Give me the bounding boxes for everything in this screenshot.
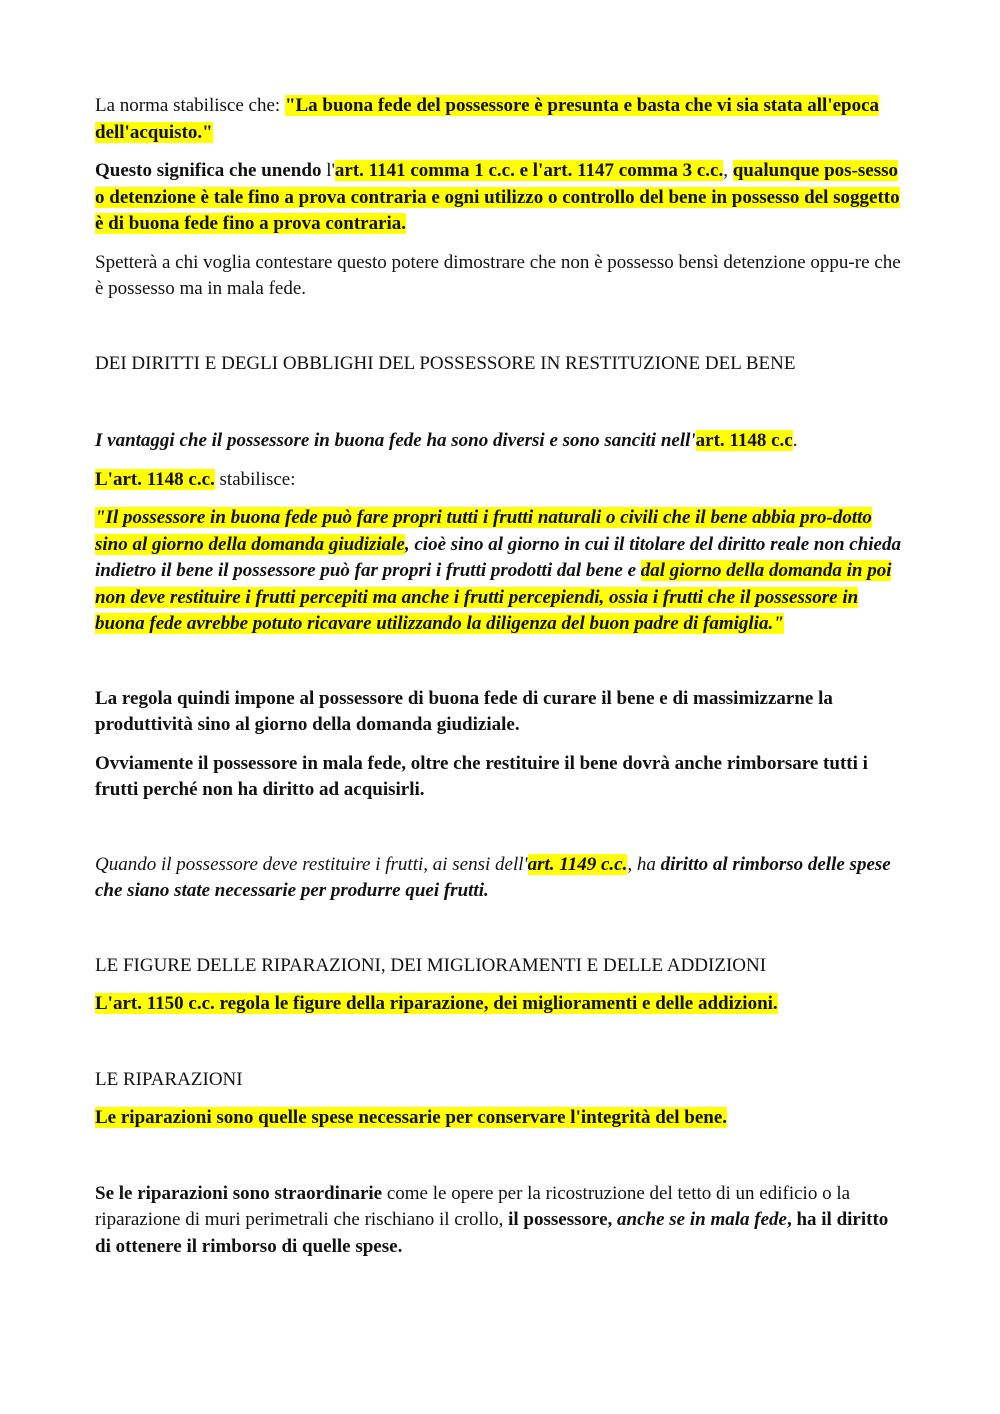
paragraph-extraordinary-repairs: [95, 1181, 905, 1261]
paragraph-art-1148-quote: [95, 505, 905, 638]
bold-text: , ha il diritto di ottenere il rimborso di quelle spese.: [95, 1209, 889, 1257]
paragraph-art-1150: [95, 991, 905, 1018]
paragraph-text: come le opere per la ricostruzione del tetto di un edificio o la riparazione di muri perimetrali che rischiano il crollo,: [95, 1182, 851, 1230]
highlighted-article-ref: art. 1149 c.c.: [527, 853, 628, 875]
highlighted-text: Le riparazioni sono quelle spese necessarie per conservare l'integrità del bene.: [95, 1107, 728, 1128]
paragraph-rule: [95, 686, 905, 739]
italic-text: , ha: [627, 853, 661, 875]
paragraph-contest: Spetterà a chi voglia contestare questo potere dimostrare che non è possesso bensì detenzione oppu-re che è possesso ma in mala fede.: [95, 251, 901, 299]
section-heading: LE FIGURE DELLE RIPARAZIONI, DEI MIGLIORAMENTI E DELLE ADDIZIONI: [95, 954, 767, 976]
paragraph-text: ,: [723, 160, 733, 181]
paragraph-text: l': [326, 160, 335, 181]
section-heading: LE RIPARAZIONI: [95, 1068, 243, 1090]
bold-italic-text: I vantaggi che il possessore in buona fede ha sono diversi e sono sanciti nell': [95, 430, 696, 451]
paragraph-text: .: [792, 430, 798, 451]
paragraph-bad-faith: [95, 751, 905, 804]
highlighted-article-ref: L'art. 1148 c.c.: [95, 468, 215, 490]
paragraph-advantages: [95, 428, 905, 455]
italic-text: Quando il possessore deve restituire i frutti, ai sensi dell': [95, 853, 528, 875]
bold-text: Ovviamente il possessore in mala fede, oltre che restituire il bene dovrà anche rimborsare tutti i frutti perché non ha diritto ad acquisirli.: [95, 752, 868, 800]
paragraph-text: stabilisce:: [214, 468, 296, 490]
paragraph-text: La norma stabilisce che:: [95, 95, 285, 116]
bold-italic-text: diritto al rimborso delle spese che siano state necessarie per produrre quei frutti.: [95, 853, 891, 901]
paragraph-art-1149: [95, 852, 905, 905]
section-heading: DEI DIRITTI E DEGLI OBBLIGHI DEL POSSESSORE IN RESTITUZIONE DEL BENE: [95, 352, 796, 374]
document-page: [95, 93, 905, 1260]
paragraph-meaning: [95, 158, 905, 238]
bold-italic-text: , cioè sino al giorno in cui il titolare del diritto reale non chieda indietro il bene il possessore può far propri i frutti prodotti dal bene e: [95, 533, 901, 581]
highlighted-article-ref: art. 1148 c.c: [695, 430, 793, 451]
paragraph-art-1148: [95, 467, 905, 494]
highlighted-text: qualunque pos-sesso o detenzione è tale fino a prova contraria e ogni utilizzo o controllo del bene in possesso del soggetto è di buona fede fino a prova contraria.: [95, 160, 900, 234]
bold-italic-text: anche se in mala fede: [617, 1209, 787, 1230]
highlighted-quote: dal giorno della domanda in poi non deve restituire i frutti percepiti ma anche i frutti percepiendi, ossia i frutti che il possessore in buona fede avrebbe potuto ricavare utilizzando la diligenza del buon padre di famiglia.": [95, 560, 892, 634]
bold-text: Questo significa che unendo: [95, 160, 327, 181]
highlighted-quote: "Il possessore in buona fede può fare propri tutti i frutti naturali o civili che il bene abbia pro-dotto sino al giorno della domanda giudiziale: [95, 507, 872, 555]
paragraph-repairs-definition: [95, 1105, 905, 1132]
highlighted-text: L'art. 1150 c.c. regola le figure della riparazione, dei miglioramenti e delle addizioni.: [95, 993, 778, 1014]
highlighted-article-ref: art. 1141 comma 1 c.c. e l'art. 1147 comma 3 c.c.: [334, 160, 724, 181]
highlighted-quote: "La buona fede del possessore è presunta e basta che vi sia stata all'epoca dell'acquisto.": [95, 95, 880, 143]
bold-text: il possessore,: [508, 1209, 618, 1230]
bold-text: La regola quindi impone al possessore di buona fede di curare il bene e di massimizzarne la produttività sino al giorno della domanda giudiziale.: [95, 687, 833, 735]
paragraph-presumption: [95, 93, 905, 146]
bold-text: Se le riparazioni sono straordinarie: [95, 1182, 383, 1204]
